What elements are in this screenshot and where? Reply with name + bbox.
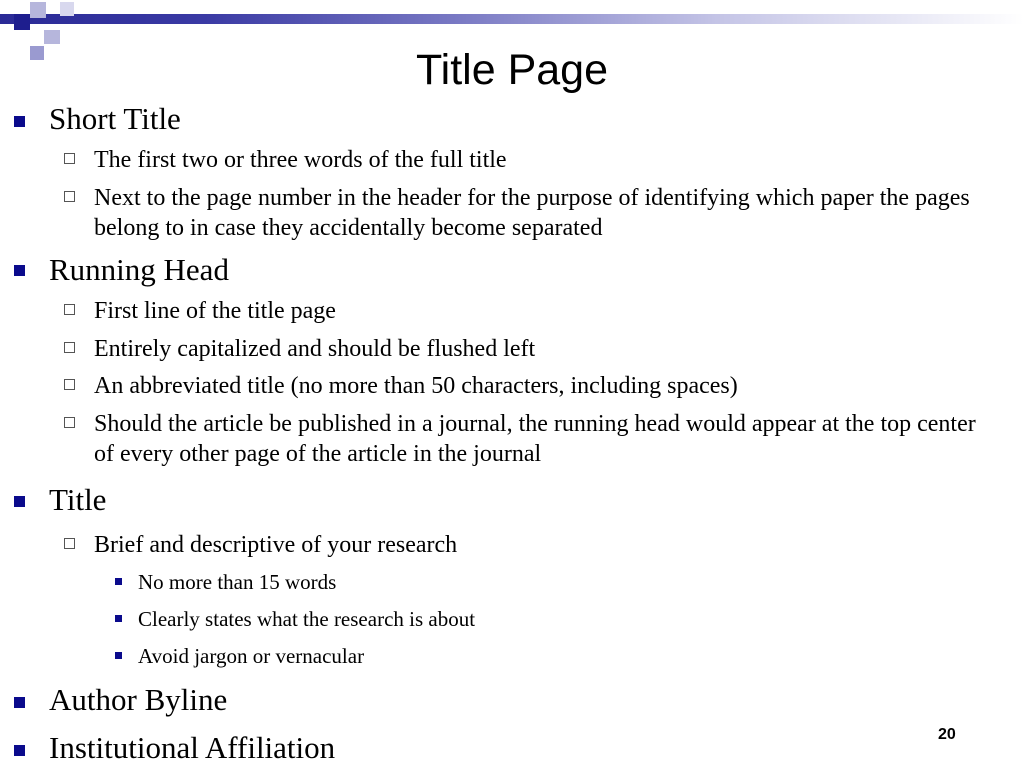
square-bullet-icon — [14, 116, 25, 127]
slide-title: Title Page — [415, 46, 608, 94]
sub-bullet: An abbreviated title (no more than 50 characters, including spaces) — [94, 373, 738, 399]
hollow-square-bullet-icon — [64, 417, 75, 428]
bullet-short-title: Short Title — [49, 101, 181, 136]
sub-sub-bullet: Avoid jargon or vernacular — [138, 644, 365, 668]
hollow-square-bullet-icon — [64, 191, 75, 202]
hollow-square-bullet-icon — [64, 304, 75, 315]
sub-bullet: The first two or three words of the full title — [94, 147, 507, 173]
sub-sub-bullet: No more than 15 words — [138, 570, 337, 594]
hollow-square-bullet-icon — [64, 153, 75, 164]
small-square-bullet-icon — [115, 652, 122, 659]
sub-bullet: Brief and descriptive of your research — [94, 532, 458, 558]
hollow-square-bullet-icon — [64, 538, 75, 549]
bullet-title: Title — [49, 482, 107, 517]
page-number: 20 — [938, 726, 956, 743]
bullet-institutional-affiliation: Institutional Affiliation — [49, 730, 336, 765]
square-bullet-icon — [14, 745, 25, 756]
square-bullet-icon — [14, 697, 25, 708]
bullet-author-byline: Author Byline — [49, 682, 228, 717]
sub-bullet: First line of the title page — [94, 298, 336, 324]
square-bullet-icon — [14, 496, 25, 507]
square-bullet-icon — [14, 265, 25, 276]
small-square-bullet-icon — [115, 578, 122, 585]
sub-bullet: Entirely capitalized and should be flushed left — [94, 336, 536, 362]
sub-bullet: Next to the page number in the header for the purpose of identifying which paper the pages belong to in case they accidentally become separated — [94, 185, 970, 241]
sub-sub-bullet: Clearly states what the research is about — [138, 607, 476, 631]
hollow-square-bullet-icon — [64, 342, 75, 353]
bullet-running-head: Running Head — [49, 252, 229, 287]
small-square-bullet-icon — [115, 615, 122, 622]
hollow-square-bullet-icon — [64, 379, 75, 390]
sub-bullet: Should the article be published in a journal, the running head would appear at the top center of every other page of the article in the journal — [94, 411, 976, 467]
